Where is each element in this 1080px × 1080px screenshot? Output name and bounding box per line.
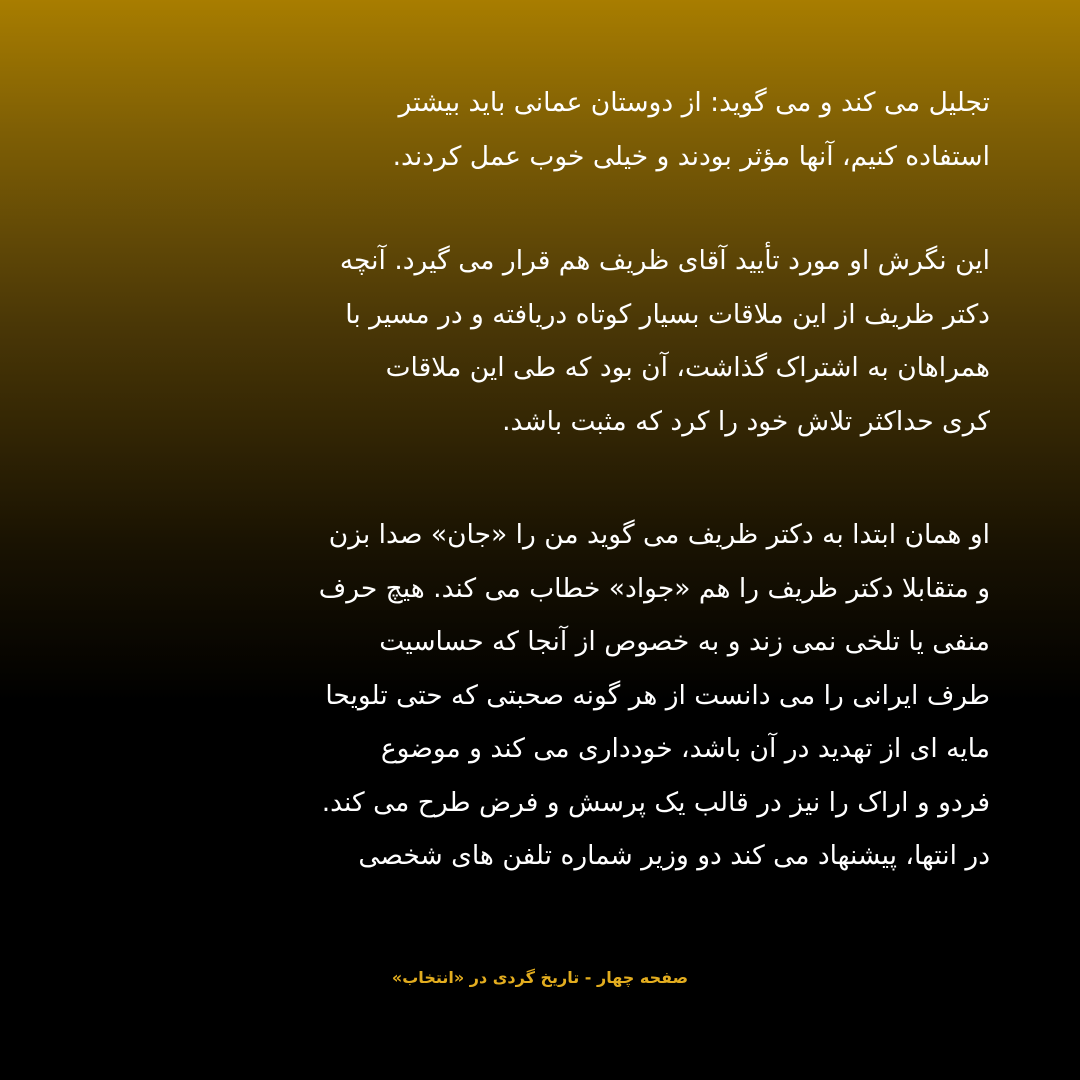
paragraph-line: او همان ابتدا به دکتر ظریف می گوید من را «جان» صدا بزن	[328, 519, 990, 550]
page-footer-caption: صفحه چهار - تاریخ گردی در «انتخاب»	[391, 968, 689, 987]
paragraph-line: طرف ایرانی را می دانست از هر گونه صحبتی که حتی تلویحا	[325, 679, 990, 711]
paragraph-line: همراهان به اشتراک گذاشت، آن بود که طی این ملاقات	[385, 352, 990, 383]
paragraph-line: منفی یا تلخی نمی زند و به خصوص از آنجا که حساسیت	[379, 626, 990, 657]
paragraph-line: کری حداکثر تلاش خود را کرد که مثبت باشد.	[502, 405, 990, 437]
paragraph-1	[94, 76, 990, 183]
paragraph-3	[94, 508, 990, 883]
paragraph-line: این نگرش او مورد تأیید آقای ظریف هم قرار می گیرد. آنچه	[339, 245, 990, 276]
paragraph-line: مایه ای از تهدید در آن باشد، خودداری می کند و موضوع	[380, 733, 990, 764]
paragraph-2	[94, 234, 990, 448]
paragraph-line: در انتها، پیشنهاد می کند دو وزیر شماره تلفن های شخصی	[358, 840, 990, 871]
paragraph-line: و متقابلا دکتر ظریف را هم «جواد» خطاب می کند. هیچ حرف	[318, 572, 990, 604]
paragraph-line: استفاده کنیم، آنها مؤثر بودند و خیلی خوب عمل کردند.	[392, 140, 990, 172]
paragraph-line: تجلیل می کند و می گوید: از دوستان عمانی باید بیشتر	[398, 87, 990, 118]
paragraph-line: فردو و اراک را نیز در قالب یک پرسش و فرض طرح می کند.	[321, 786, 990, 818]
paragraph-line: دکتر ظریف از این ملاقات بسیار کوتاه دریافته و در مسیر با	[345, 298, 990, 330]
